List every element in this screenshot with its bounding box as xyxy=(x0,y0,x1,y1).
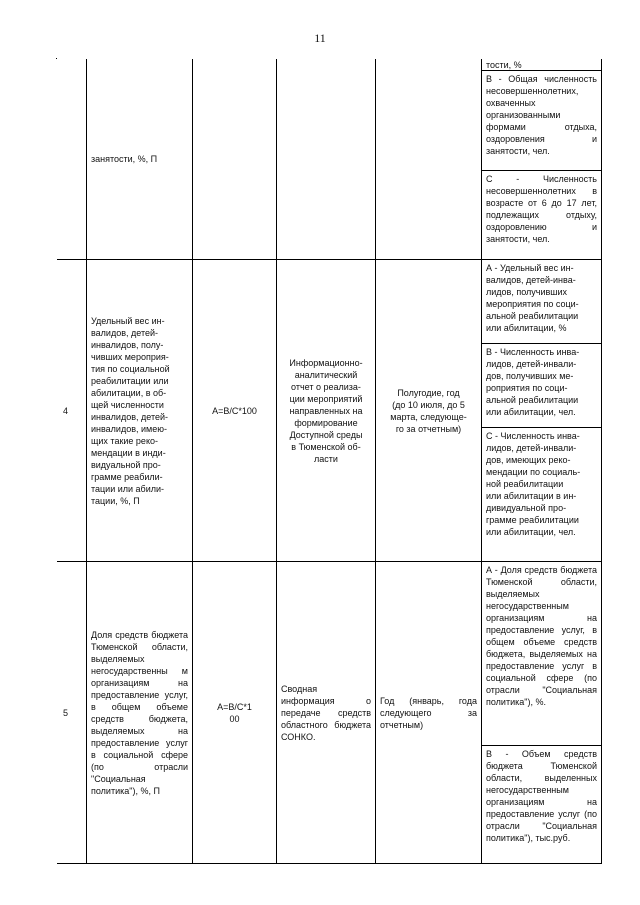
variable-cell: С - Численность несовершеннолетних в возрасте от 6 до 17 лет, подлежащих отдыху, оздоровлению и занятости, чел. xyxy=(482,171,602,260)
variable-cell: В - Объем средств бюджета Тюменской области, выделенных негосударственным организациям на предоставление услуг (по отрасли "Социальная политика"), тыс.руб. xyxy=(482,746,602,864)
variable-cell: В - Численность инва- лидов, детей-инвали- дов, получивших ме- роприятия по соци- альной реабилитации или абилитации, чел. xyxy=(482,344,602,428)
row-number-cell xyxy=(57,59,87,260)
indicators-table xyxy=(56,58,597,843)
indicator-name-cell: Удельный вес ин- валидов, детей- инвалидов, полу- чивших мероприя- тия по социальной реабилитации или абилитации, в об- щей численности инвалидов, детей- инвалидов, имею- щих такие реко- мендации в инди- видуальной про- грамме реабили- тации или абили- тации, %, П xyxy=(87,260,193,562)
period-cell: Полугодие, год (до 10 июля, до 5 марта, следующе- го за отчетным) xyxy=(376,260,482,562)
data-source-cell xyxy=(277,59,376,260)
indicator-name-cell: Доля средств бюджета Тюменской области, выделяемых негосударственны м организациям на предоставление услуг, в общем объеме средств бюджета, выделяемых на предоставление услуг в социальной сфере (по отрасли "Социальная политика"), %, П xyxy=(87,562,193,864)
data-source-cell: Сводная информация о передаче средств областного бюджета СОНКО. xyxy=(277,562,376,864)
period-cell xyxy=(376,59,482,260)
variable-cell: А - Доля средств бюджета Тюменской области, выделяемых негосударственным организациям на предоставление услуг, в общем объеме средств бюджета, выделяемых на предоставление услуг в социальной сфере (по отрасли "Социальная политика"), %. xyxy=(482,562,602,746)
variable-cell: А - Удельный вес ин- валидов, детей-инва- лидов, получивших мероприятия по соци- альной реабилитации или абилитации, % xyxy=(482,260,602,344)
formula-cell: A=B/C*1 00 xyxy=(193,562,277,864)
variable-cell: С - Численность инва- лидов, детей-инвали- дов, имеющих реко- мендации по социаль- ной реабилитации или абилитации в ин- дивидуальной про- грамме реабилитации или абилитации, чел. xyxy=(482,428,602,562)
row-number-cell: 4 xyxy=(57,260,87,562)
variable-cell: тости, % xyxy=(482,59,602,71)
formula-cell: A=B/C*100 xyxy=(193,260,277,562)
variable-cell: В - Общая численность несовершеннолетних, охваченных организованными формами отдыха, оздоровления и занятости, чел. xyxy=(482,71,602,171)
period-cell: Год (январь, года следующего за отчетным) xyxy=(376,562,482,864)
indicator-name-cell: занятости, %, П xyxy=(87,59,193,260)
page-number: 11 xyxy=(314,31,326,45)
data-source-cell: Информационно- аналитический отчет о реализа- ции мероприятий направленных на формирование Доступной среды в Тюменской об- ласти xyxy=(277,260,376,562)
formula-cell xyxy=(193,59,277,260)
row-number-cell: 5 xyxy=(57,562,87,864)
